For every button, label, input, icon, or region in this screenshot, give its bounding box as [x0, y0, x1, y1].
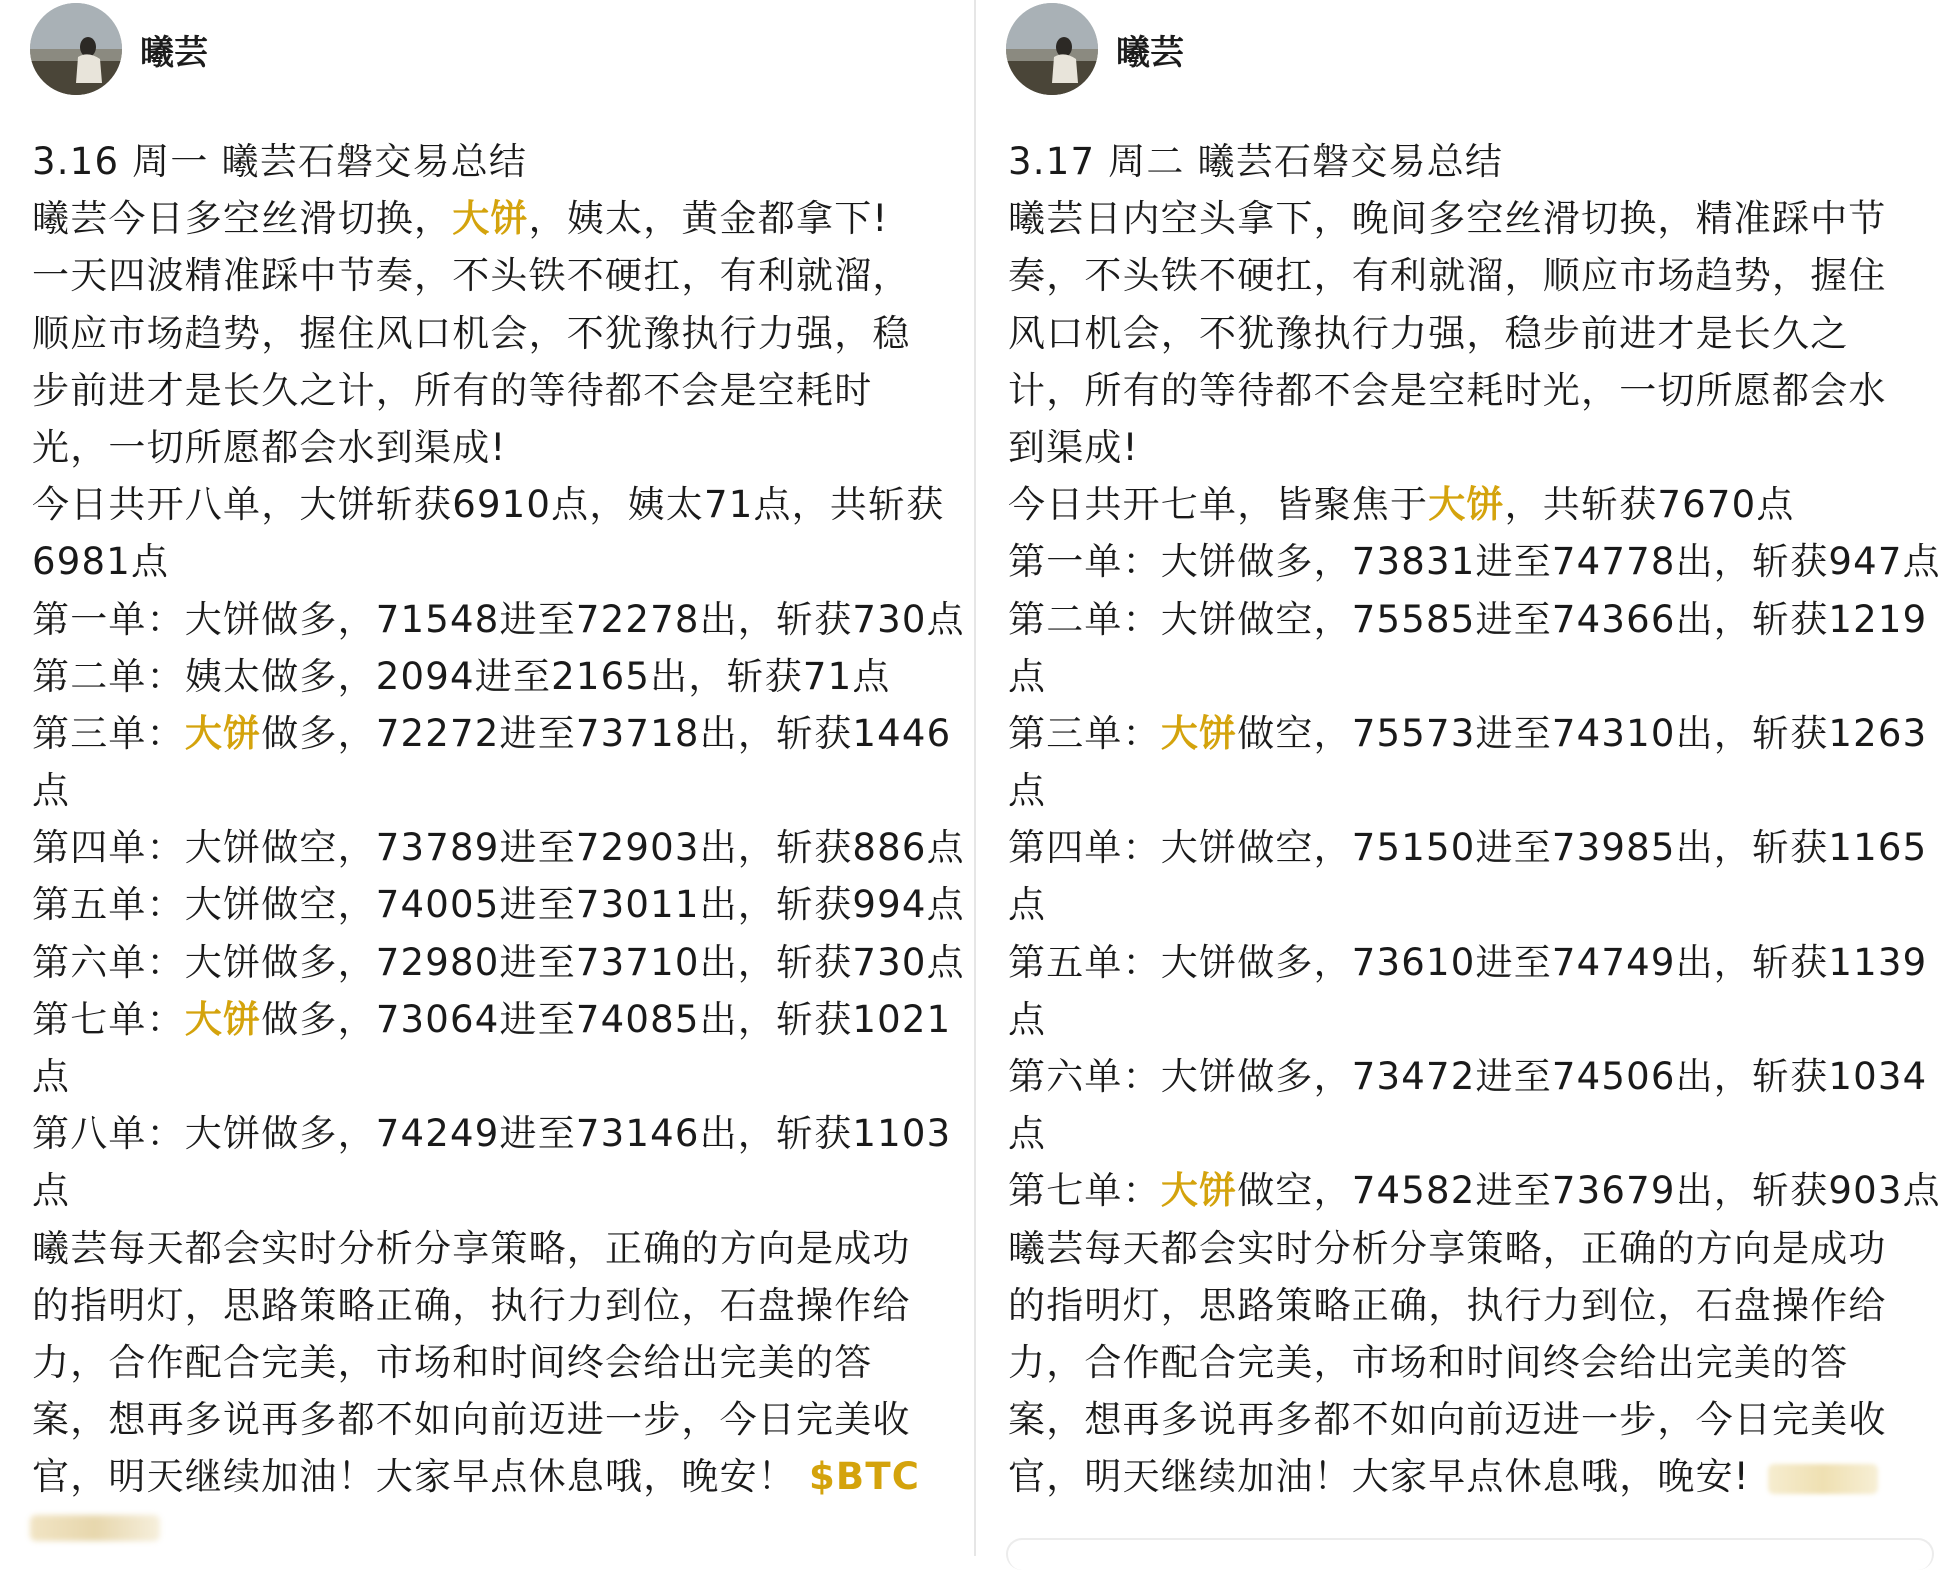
post-text: 第五单：大饼做多，73610进至74749出，斩获1139 [1008, 940, 1928, 984]
post-title: 3.17 周二 曦芸石磐交易总结 [1008, 140, 1504, 183]
post-text: ，姨太，黄金都拿下! [528, 197, 889, 241]
post-text: 第六单：大饼做多，72980进至73710出，斩获730点 [32, 940, 965, 984]
post-line [32, 190, 956, 247]
post-text: 第三单： [32, 711, 185, 755]
post-line [32, 419, 956, 476]
highlight-keyword[interactable]: 大饼 [1160, 1169, 1238, 1213]
avatar[interactable] [1006, 3, 1098, 95]
highlight-keyword[interactable]: 大饼 [1160, 711, 1238, 755]
post-text: 第七单： [32, 997, 185, 1041]
cashtag-link[interactable]: $BTC [808, 1455, 921, 1499]
post-line [1008, 1162, 1941, 1219]
post-text: 点 [32, 1169, 71, 1213]
post-line [1008, 419, 1936, 476]
post-text: 步前进才是长久之计，所有的等待都不会是空耗时 [32, 368, 873, 412]
post-line [1008, 1448, 1936, 1505]
post-text: 风口机会，不犹豫执行力强，稳步前进才是长久之 [1008, 311, 1849, 355]
post-line [32, 648, 956, 705]
avatar[interactable] [30, 3, 122, 95]
post-text: 做多，72272进至73718出，斩获1446 [261, 711, 952, 755]
post-text: 做空，74582进至73679出，斩获903点 [1237, 1169, 1941, 1213]
post-line [1008, 1048, 1936, 1105]
post-line [32, 1105, 956, 1162]
post-text: 案，想再多说再多都不如向前迈进一步，今日完美收 [1008, 1398, 1887, 1442]
post-text: 的指明灯，思路策略正确，执行力到位，石盘操作给 [32, 1283, 911, 1327]
post-text: 第二单：大饼做空，75585进至74366出，斩获1219 [1008, 597, 1928, 641]
post-line [1008, 190, 1936, 247]
post-text: 官，明天继续加油！大家早点休息哦，晚安! [1008, 1455, 1750, 1499]
post-text: 奏，不头铁不硬扛，有利就溜，顺应市场趋势，握住 [1008, 254, 1887, 298]
post-line [1008, 762, 1936, 819]
post-text: 光，一切所愿都会水到渠成! [32, 425, 507, 469]
post-line [1008, 648, 1936, 705]
post-text: 点 [1008, 997, 1047, 1041]
post-text: 计，所有的等待都不会是空耗时光，一切所愿都会水 [1008, 368, 1887, 412]
post-text: 第五单：大饼做空，74005进至73011出，斩获994点 [32, 883, 965, 927]
post-line [1008, 991, 1936, 1048]
post-line [32, 591, 965, 648]
post-line [32, 305, 956, 362]
post-text: 点 [1008, 1112, 1047, 1156]
post-text: 点 [32, 769, 71, 813]
post-line [1008, 247, 1936, 304]
post-text: 第三单： [1008, 711, 1161, 755]
highlight-keyword[interactable]: 大饼 [1428, 483, 1505, 527]
post-line [32, 533, 956, 590]
post-line [32, 1162, 956, 1219]
post-line [32, 1048, 956, 1105]
post-line [1008, 876, 1936, 933]
highlight-keyword[interactable]: 大饼 [184, 711, 262, 755]
highlight-keyword[interactable]: 大饼 [184, 997, 262, 1041]
blurred-tag [1768, 1464, 1878, 1494]
username[interactable]: 曦芸 [140, 32, 208, 73]
post-line [1008, 533, 1941, 590]
post-line [32, 1334, 956, 1391]
post-body-right [1008, 133, 1941, 1506]
post-text: 力，合作配合完美，市场和时间终会给出完美的答 [1008, 1340, 1849, 1384]
post-line [32, 247, 956, 304]
post-text: 今日共开七单，皆聚焦于 [1008, 483, 1429, 527]
blurred-tag [30, 1515, 160, 1541]
post-text: 第二单：姨太做多，2094进至2165出，斩获71点 [32, 654, 891, 698]
post-text: 的指明灯，思路策略正确，执行力到位，石盘操作给 [1008, 1283, 1887, 1327]
post-text: 点 [1008, 883, 1047, 927]
comment-card-edge [1006, 1538, 1934, 1570]
post-text: 第一单：大饼做多，71548进至72278出，斩获730点 [32, 597, 965, 641]
post-line [1008, 934, 1936, 991]
post-text: 第一单：大饼做多，73831进至74778出，斩获947点 [1008, 540, 1941, 584]
post-line [32, 762, 956, 819]
post-text: 力，合作配合完美，市场和时间终会给出完美的答 [32, 1340, 873, 1384]
post-line [1008, 591, 1936, 648]
post-line [32, 1448, 956, 1505]
post-text: 第八单：大饼做多，74249进至73146出，斩获1103 [32, 1112, 952, 1156]
post-lines-right [1008, 190, 1941, 1505]
post-line [1008, 305, 1936, 362]
post-text: 曦芸日内空头拿下，晚间多空丝滑切换，精准踩中节 [1008, 197, 1887, 241]
post-text: 曦芸今日多空丝滑切换， [32, 197, 453, 241]
post-text: 曦芸每天都会实时分析分享策略，正确的方向是成功 [1008, 1226, 1887, 1270]
post-line [32, 362, 956, 419]
post-line [32, 876, 965, 933]
post-line [32, 476, 956, 533]
post-line [1008, 476, 1936, 533]
highlight-keyword[interactable]: 大饼 [452, 197, 529, 241]
post-text: 官，明天继续加油！大家早点休息哦，晚安！ [32, 1455, 809, 1499]
post-body-left [32, 133, 965, 1506]
post-line [32, 934, 965, 991]
post-text: 今日共开八单，大饼斩获6910点，姨太71点，共斩获 [32, 483, 945, 527]
post-line [32, 819, 965, 876]
username[interactable]: 曦芸 [1116, 32, 1184, 73]
post-line [1008, 1277, 1936, 1334]
post-line [32, 991, 956, 1048]
post-text: 第七单： [1008, 1169, 1161, 1213]
post-line [1008, 362, 1936, 419]
post-line [1008, 819, 1936, 876]
post-line [32, 1391, 956, 1448]
post-title: 3.16 周一 曦芸石磐交易总结 [32, 140, 528, 183]
post-text: 点 [32, 1055, 71, 1098]
post-text: 第六单：大饼做多，73472进至74506出，斩获1034 [1008, 1055, 1928, 1098]
post-text: ，共斩获7670点 [1504, 483, 1795, 527]
post-text: 点 [1008, 769, 1047, 813]
post-text: 顺应市场趋势，握住风口机会，不犹豫执行力强，稳 [32, 311, 911, 355]
post-text: 曦芸每天都会实时分析分享策略，正确的方向是成功 [32, 1226, 911, 1270]
post-lines-left [32, 190, 965, 1505]
post-line [1008, 1334, 1936, 1391]
post-text: 第四单：大饼做空，73789进至72903出，斩获886点 [32, 826, 965, 870]
post-header-left [30, 4, 208, 94]
post-line [1008, 705, 1936, 762]
post-text: 6981点 [32, 540, 170, 584]
post-text: 做空，75573进至74310出，斩获1263 [1237, 711, 1928, 755]
post-line [1008, 1220, 1936, 1277]
post-text: 点 [1008, 654, 1047, 698]
post-header-right [1006, 4, 1184, 94]
post-text: 案，想再多说再多都不如向前迈进一步，今日完美收 [32, 1398, 911, 1442]
post-line [32, 705, 956, 762]
post-text: 做多，73064进至74085出，斩获1021 [261, 997, 952, 1041]
post-line [1008, 1105, 1936, 1162]
post-line [1008, 1391, 1936, 1448]
post-panel-right [976, 0, 1954, 1556]
post-text: 第四单：大饼做空，75150进至73985出，斩获1165 [1008, 826, 1928, 870]
post-line [32, 1220, 956, 1277]
post-panel-left [0, 0, 974, 1556]
post-text: 一天四波精准踩中节奏，不头铁不硬扛，有利就溜， [32, 254, 911, 298]
post-line [32, 1277, 956, 1334]
post-text: 到渠成! [1008, 425, 1139, 469]
